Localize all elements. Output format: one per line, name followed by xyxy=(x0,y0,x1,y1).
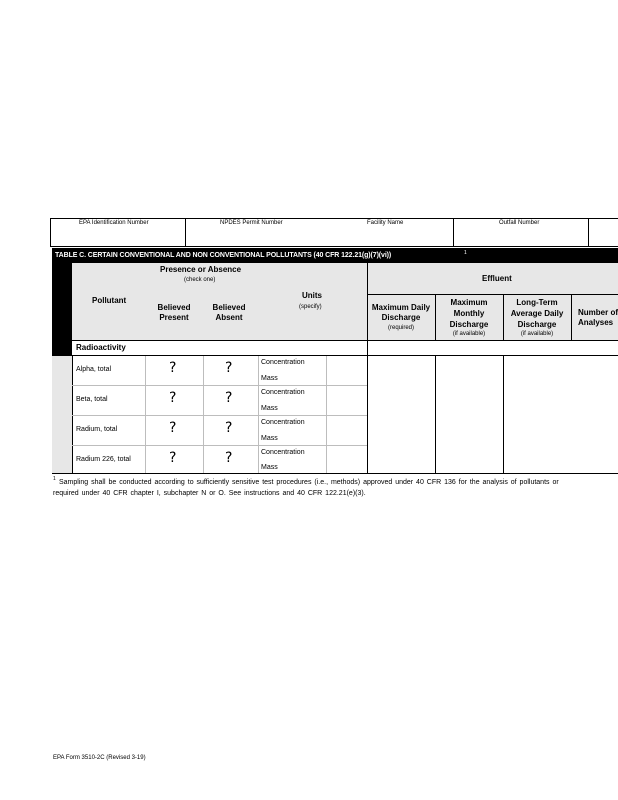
check-one-note: (check one) xyxy=(184,277,216,283)
section-number: 24. xyxy=(55,343,67,352)
max-monthly-header: Maximum Monthly Discharge xyxy=(449,298,489,329)
page-footer: EPA Form 3510-2C (Revised 3-19) xyxy=(53,755,146,761)
presence-header: Presence or Absence xyxy=(160,265,242,274)
table-title-bar xyxy=(52,248,618,263)
believed-absent-checkbox[interactable]: ? xyxy=(225,420,233,436)
believed-absent-checkbox[interactable]: ? xyxy=(225,450,233,466)
unit-mass: Mass xyxy=(261,375,278,382)
believed-absent-header: Believed Absent xyxy=(212,303,246,322)
data-left-gray xyxy=(52,356,72,473)
believed-present-checkbox[interactable]: ? xyxy=(169,450,177,466)
pollutant-name: Alpha, total xyxy=(76,366,112,373)
unit-mass: Mass xyxy=(261,464,278,471)
max-monthly-if-available: (if available) xyxy=(452,331,486,337)
pollutant-name: Radium 226, total xyxy=(76,456,131,463)
footnote-marker: 1 xyxy=(53,476,56,482)
units-specify-note: (specify) xyxy=(299,304,322,310)
unit-mass: Mass xyxy=(261,405,278,412)
pollutant-name: Beta, total xyxy=(76,396,108,403)
unit-concentration: Concentration xyxy=(261,449,305,456)
max-daily-header: Maximum Daily Discharge xyxy=(371,303,431,322)
epa-id-label: EPA Identification Number xyxy=(79,220,149,226)
unit-mass: Mass xyxy=(261,435,278,442)
max-daily-required: (required) xyxy=(387,325,414,331)
long-term-header: Long-Term Average Daily Discharge xyxy=(510,298,564,329)
unit-concentration: Concentration xyxy=(261,359,305,366)
facility-name-label: Facility Name xyxy=(367,220,404,226)
section-label: Radioactivity xyxy=(76,343,126,352)
long-term-if-available: (if available) xyxy=(520,331,554,337)
believed-absent-checkbox[interactable]: ? xyxy=(225,390,233,406)
table-title-footnote-marker: 1 xyxy=(464,250,467,256)
effluent-header: Effluent xyxy=(482,274,512,283)
pollutant-name: Radium, total xyxy=(76,426,118,433)
units-header: Units xyxy=(302,291,322,300)
believed-present-header: Believed Present xyxy=(157,303,191,322)
footnote-line-1: Sampling shall be conducted according to sufficiently sensitive test procedures (i.e., methods) approved under 40 CFR 136 for the analysis of pollutants or xyxy=(59,479,559,486)
num-analyses-header: Number of Analyses xyxy=(578,308,618,327)
table-title: TABLE C. CERTAIN CONVENTIONAL AND NON CONVENTIONAL POLLUTANTS (40 CFR 122.21(g)(7)(vi)) xyxy=(55,252,392,259)
unit-concentration: Concentration xyxy=(261,389,305,396)
believed-present-checkbox[interactable]: ? xyxy=(169,420,177,436)
believed-absent-checkbox[interactable]: ? xyxy=(225,360,233,376)
believed-present-checkbox[interactable]: ? xyxy=(169,360,177,376)
unit-concentration: Concentration xyxy=(261,419,305,426)
believed-present-checkbox[interactable]: ? xyxy=(169,390,177,406)
pollutant-header: Pollutant xyxy=(92,296,127,305)
npdes-permit-label: NPDES Permit Number xyxy=(220,220,283,226)
footnote-line-2: required under 40 CFR chapter I, subchapter N or O. See instructions and 40 CFR 122.21(e)(3). xyxy=(53,490,366,497)
outfall-number-label: Outfall Number xyxy=(499,220,540,226)
